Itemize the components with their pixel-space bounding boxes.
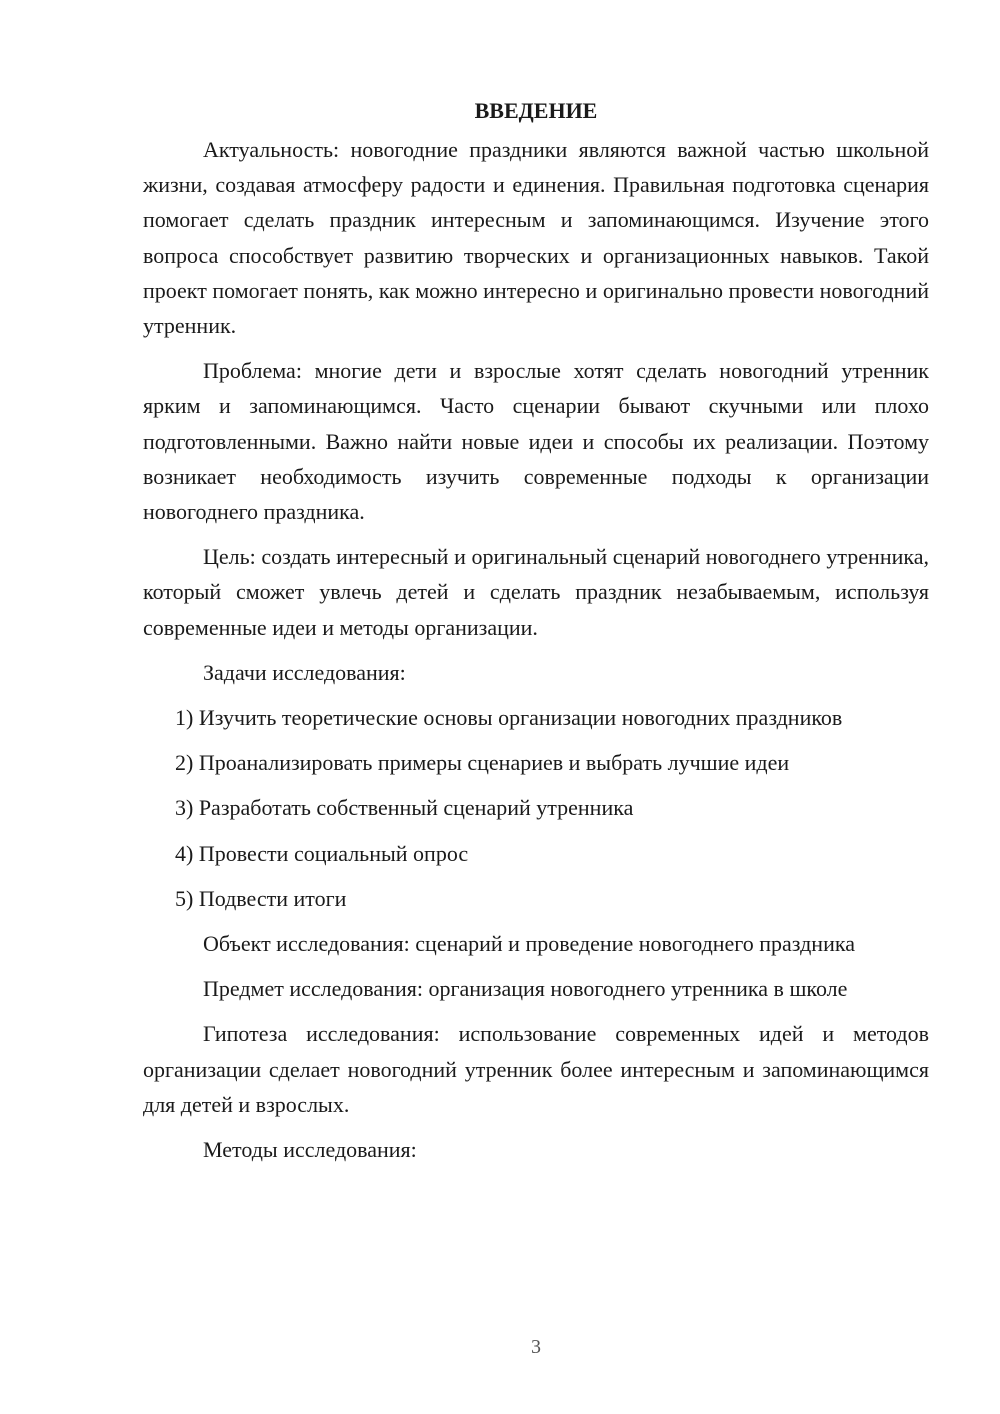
list-item: 1) Изучить теоретические основы организации новогодних праздников <box>175 705 843 731</box>
page-title: ВВЕДЕНИЕ <box>474 98 598 123</box>
subject-paragraph: Предмет исследования: организация новогоднего утренника в школе <box>203 976 848 1002</box>
list-item: 3) Разработать собственный сценарий утренника <box>175 795 634 821</box>
document-page <box>143 93 929 1177</box>
goal-paragraph: Цель: создать интересный и оригинальный сценарий новогоднего утренника, который сможет увлечь детей и сделать праздник незабываемым, используя современные идеи и методы организации. <box>143 544 929 640</box>
tasks-list <box>143 700 929 916</box>
object-paragraph: Объект исследования: сценарий и проведение новогоднего праздника <box>203 931 855 957</box>
list-item: 5) Подвести итоги <box>175 885 347 911</box>
problem-paragraph: Проблема: многие дети и взрослые хотят сделать новогодний утренник ярким и запоминающимся. Часто сценарии бывают скучными или плохо подготовленными. Важно найти новые идеи и способы их реализации. Поэтому возникает необходимость изучить современные подходы к организации новогоднего праздника. <box>143 358 929 525</box>
list-item: 2) Проанализировать примеры сценариев и выбрать лучшие идеи <box>175 750 790 776</box>
methods-title: Методы исследования: <box>203 1137 417 1163</box>
page-number: 3 <box>531 1336 541 1358</box>
hypothesis-paragraph: Гипотеза исследования: использование современных идей и методов организации сделает новогодний утренник более интересным и запоминающимся для детей и взрослых. <box>143 1021 929 1117</box>
tasks-title: Задачи исследования: <box>203 659 406 685</box>
list-item: 4) Провести социальный опрос <box>175 840 469 866</box>
relevance-paragraph: Актуальность: новогодние праздники являются важной частью школьной жизни, создавая атмосферу радости и единения. Правильная подготовка сценария помогает сделать праздник интересным и запоминающимся. Изучение этого вопроса способствует развитию творческих и организационных навыков. Такой проект помогает понять, как можно интересно и оригинально провести новогодний утренник. <box>143 137 929 339</box>
